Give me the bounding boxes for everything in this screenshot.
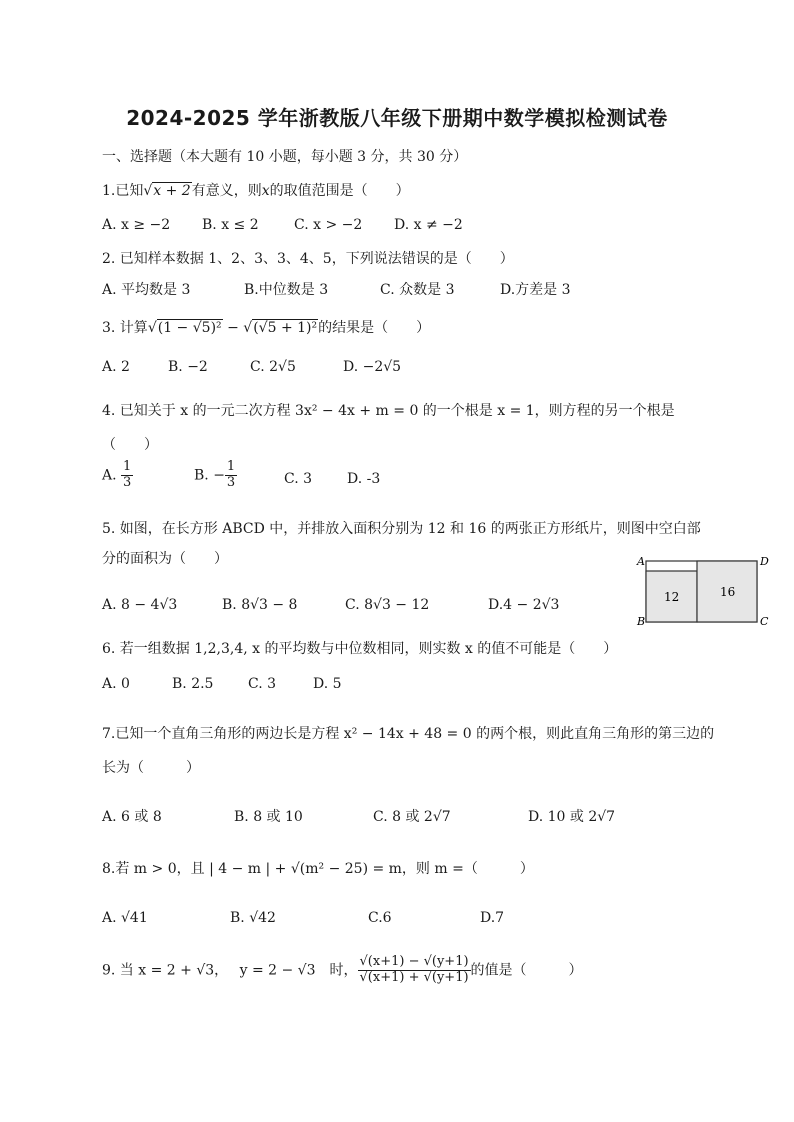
q4-option-b-numerator: 1 (226, 459, 236, 474)
q3-option-b: B. −2 (168, 359, 208, 375)
q4-option-a-denominator: 3 (123, 474, 132, 490)
q9-denominator: √(x+1) + √(y+1) (359, 969, 469, 985)
q4-option-b-label: B. − (194, 467, 225, 484)
q3-option-a: A. 2 (102, 359, 130, 375)
q1-text-end: 的取值范围是（ ） (269, 183, 410, 199)
q5-option-a: A. 8 − 4√3 (102, 597, 178, 613)
q4-option-a-fraction (121, 460, 133, 491)
label-area-16: 16 (720, 585, 736, 599)
question-5-line-1: 5. 如图，在长方形 ABCD 中，并排放入面积分别为 12 和 16 的两张正方形纸片，则图中空白部 (102, 521, 701, 537)
radical-icon: √ (147, 320, 157, 336)
q1-var: x (261, 183, 270, 199)
question-4-line-1: 4. 已知关于 x 的一元二次方程 3x² − 4x + m = 0 的一个根是 x = 1，则方程的另一个根是 (102, 403, 675, 419)
q3-radicand-1: (1 − √5)² (157, 320, 222, 336)
q3-option-d: D. −2√5 (343, 359, 402, 375)
question-3 (102, 317, 430, 337)
q4-option-b-fraction (225, 460, 237, 491)
q3-option-c: C. 2√5 (250, 359, 296, 375)
q9-text: 的值是（ ） (470, 962, 583, 979)
radical-icon: √ (243, 320, 253, 336)
q3-prefix: 3. 计算 (102, 320, 148, 336)
q9-numerator: √(x+1) − √(y+1) (359, 954, 469, 969)
q6-option-c: C. 3 (248, 676, 277, 692)
q6-option-d: D. 5 (313, 676, 342, 692)
q7-option-c: C. 8 或 2√7 (373, 809, 451, 825)
q2-option-c: C. 众数是 3 (380, 282, 455, 298)
q1-option-c: C. x > −2 (294, 217, 363, 233)
q8-option-b: B. √42 (230, 910, 276, 926)
q8-option-d: D.7 (480, 910, 505, 926)
rectangle-diagram (636, 555, 772, 630)
question-6: 6. 若一组数据 1,2,3,4, x 的平均数与中位数相同，则实数 x 的值不可能是（ ） (102, 641, 618, 657)
q7-option-a: A. 6 或 8 (102, 809, 162, 825)
q1-option-b: B. x ≤ 2 (202, 217, 259, 233)
q1-option-d: D. x ≠ −2 (394, 217, 463, 233)
q1-prefix: 1.已知 (102, 183, 144, 199)
q7-option-d: D. 10 或 2√7 (528, 809, 616, 825)
page-title: 2024-2025 学年浙教版八年级下册期中数学模拟检测试卷 (126, 106, 668, 130)
label-area-12: 12 (664, 590, 680, 604)
rectangle-figure (636, 555, 772, 630)
question-1 (102, 180, 410, 200)
question-2: 2. 已知样本数据 1、2、3、3、4、5，下列说法错误的是（ ） (102, 251, 514, 267)
q3-text: 的结果是（ ） (318, 320, 431, 336)
q1-radicand: x + 2 (153, 183, 191, 199)
q4-option-a-label: A. (102, 467, 117, 484)
q4-option-b-denominator: 3 (226, 474, 236, 490)
q4-option-c: C. 3 (284, 471, 313, 487)
section-heading: 一、选择题（本大题有 10 小题，每小题 3 分，共 30 分） (102, 149, 468, 165)
label-b: B (637, 615, 646, 628)
label-a: A (637, 555, 645, 568)
q9-prefix: 9. 当 x = 2 + √3， y = 2 − √3 时， (102, 962, 358, 979)
question-4-line-2: （ ） (102, 437, 158, 453)
q2-option-a: A. 平均数是 3 (102, 282, 191, 298)
q9-fraction (358, 955, 471, 986)
label-c: C (760, 615, 769, 628)
question-7-line-2: 长为（ ） (102, 760, 200, 776)
q4-option-b (194, 460, 237, 491)
q2-option-b: B.中位数是 3 (244, 282, 329, 298)
q6-option-a: A. 0 (102, 676, 130, 692)
q1-option-a: A. x ≥ −2 (102, 217, 171, 233)
q5-option-d: D.4 − 2√3 (488, 597, 560, 613)
question-7-line-1: 7.已知一个直角三角形的两边长是方程 x² − 14x + 48 = 0 的两个根，则此直角三角形的第三边的 (102, 726, 715, 742)
q7-option-b: B. 8 或 10 (234, 809, 303, 825)
q5-option-c: C. 8√3 − 12 (345, 597, 430, 613)
q8-option-c: C.6 (368, 910, 392, 926)
question-5-line-2: 分的面积为（ ） (102, 551, 228, 567)
label-d: D (760, 555, 769, 568)
q8-option-a: A. √41 (102, 910, 148, 926)
question-9 (102, 955, 583, 986)
q1-text: 有意义，则 (191, 183, 262, 199)
q4-option-a (102, 460, 133, 491)
q4-option-a-numerator: 1 (123, 459, 132, 474)
question-8: 8.若 m > 0，且 | 4 − m | + √(m² − 25) = m，则 m =（ ） (102, 861, 534, 877)
q3-minus: − (222, 320, 244, 336)
q4-option-d: D. -3 (347, 471, 381, 487)
q3-radicand-2: (√5 + 1)² (253, 320, 318, 336)
q5-option-b: B. 8√3 − 8 (222, 597, 298, 613)
q6-option-b: B. 2.5 (172, 676, 214, 692)
radical-icon: √ (143, 183, 153, 199)
q2-option-d: D.方差是 3 (500, 282, 571, 298)
